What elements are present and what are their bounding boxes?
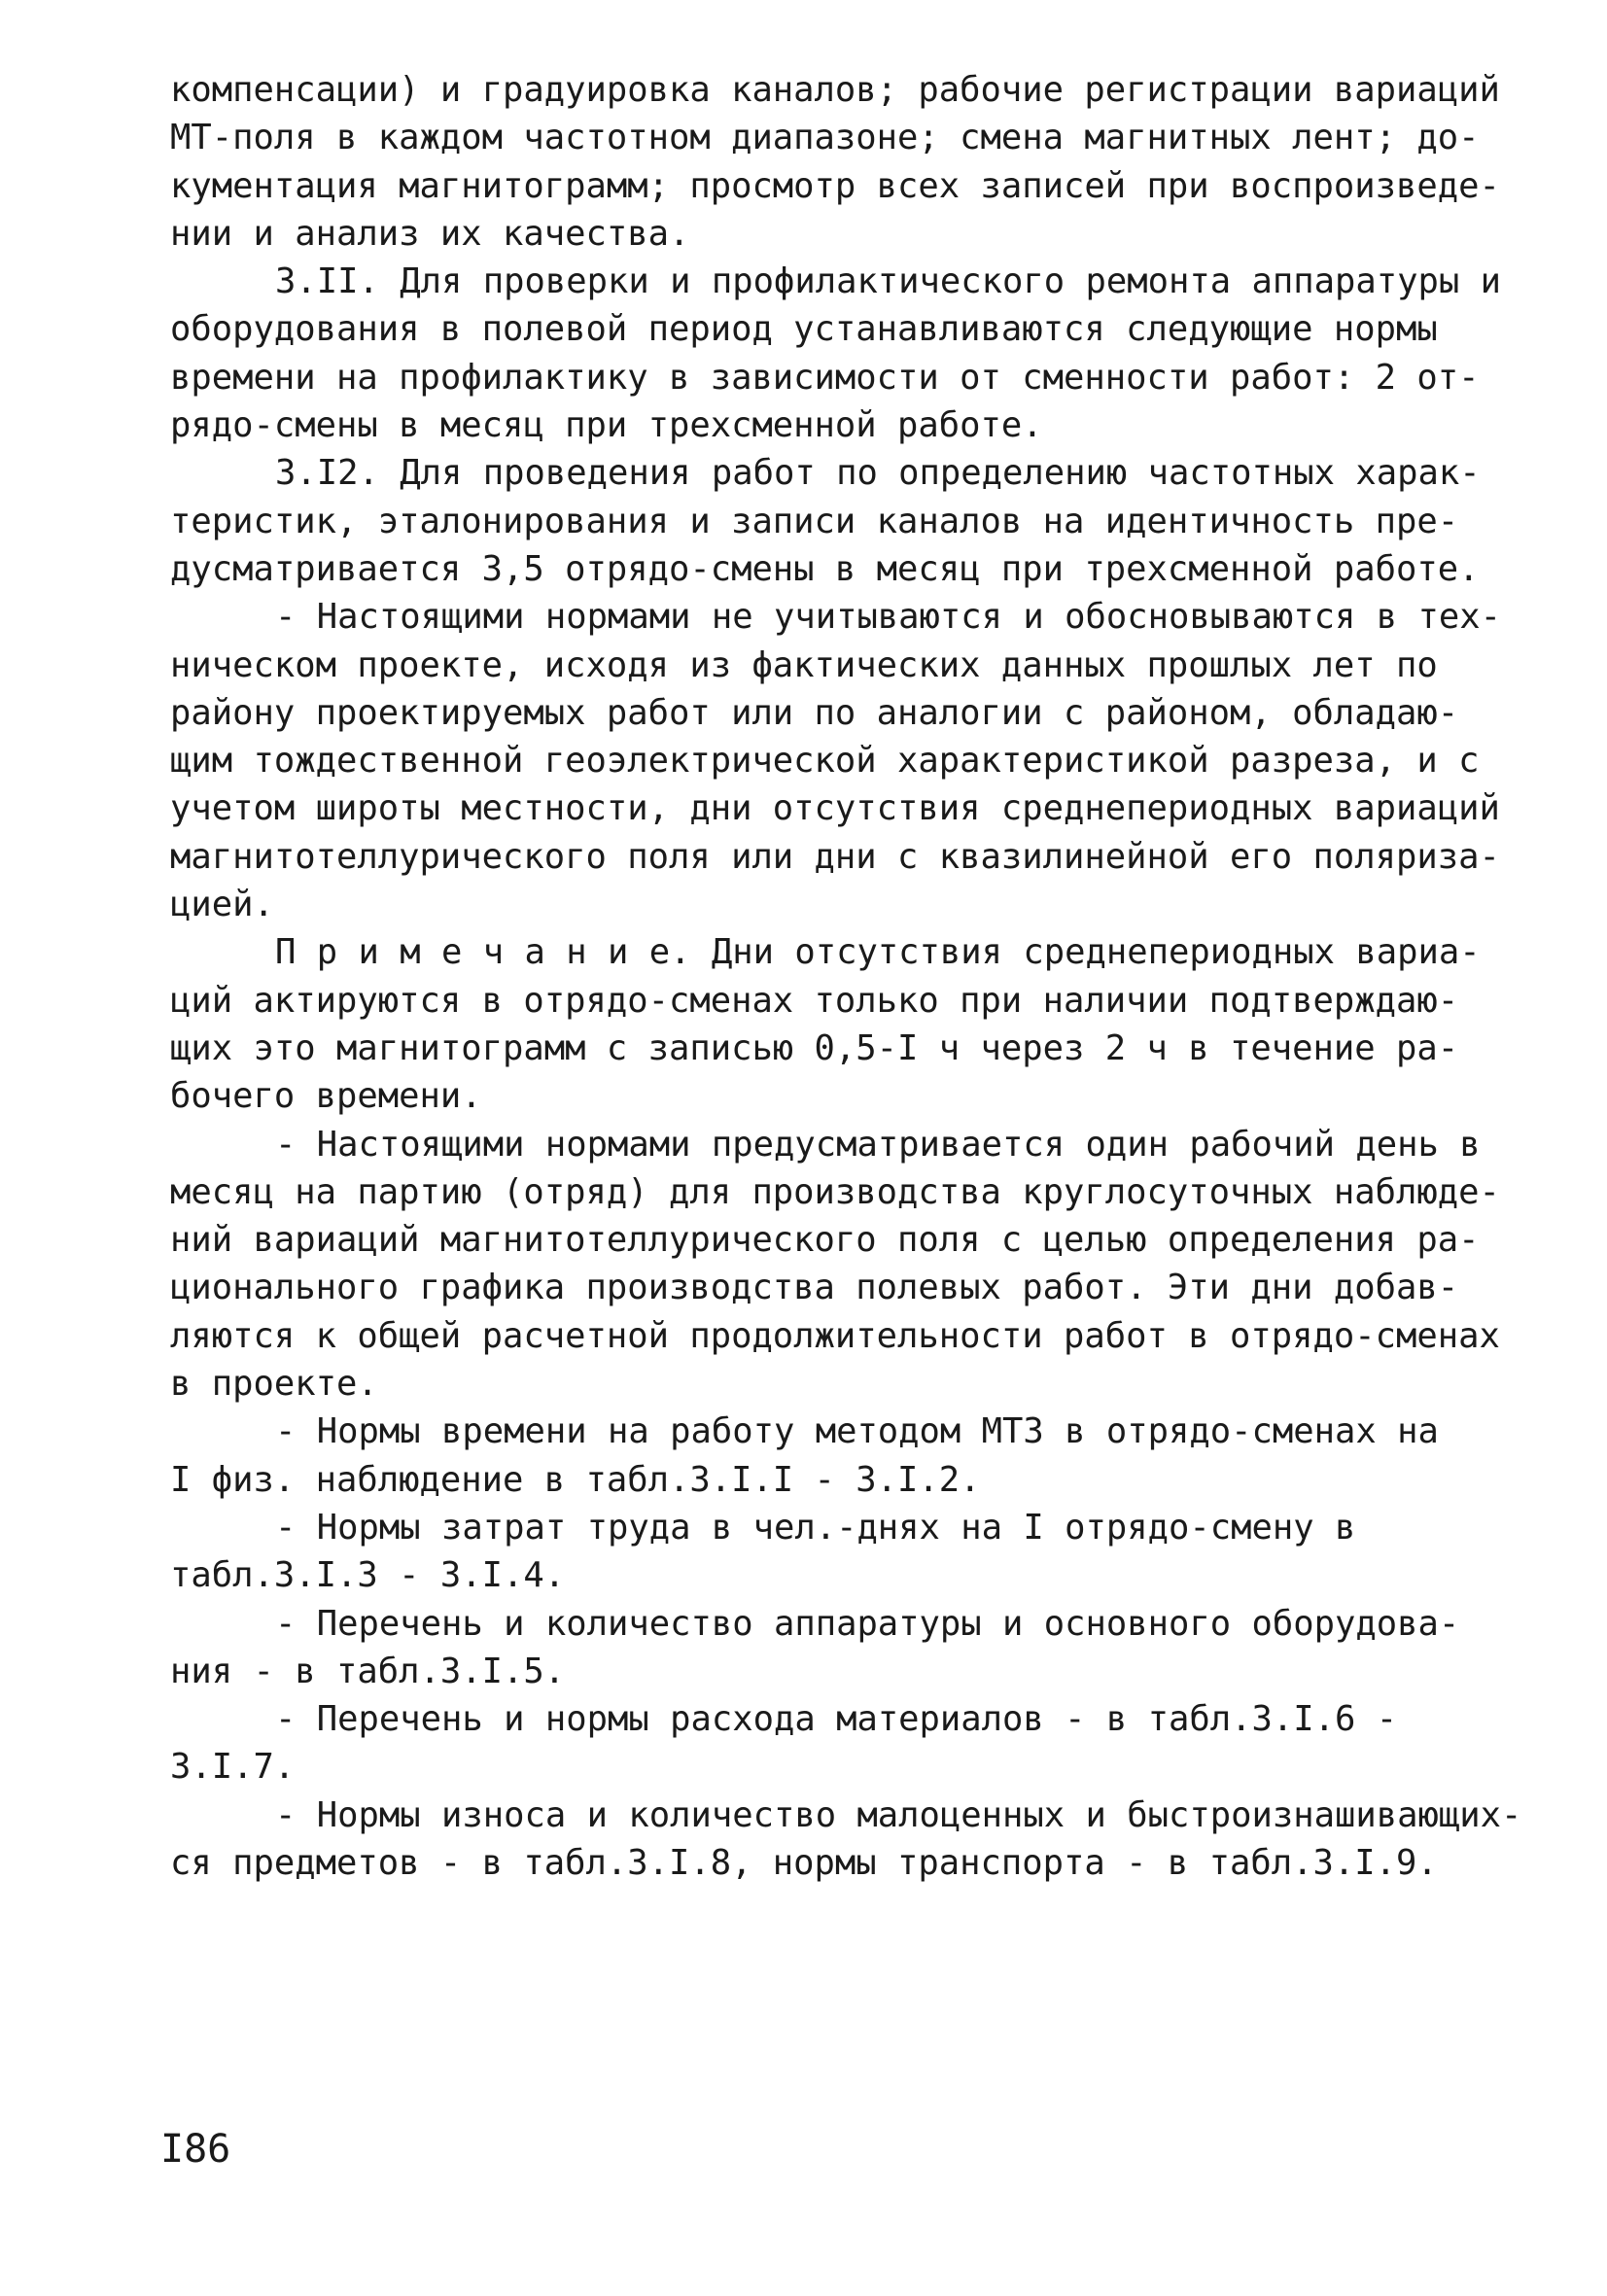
text-line: кументация магнитограмм; просмотр всех записей при воспроизведе- bbox=[170, 165, 1500, 206]
text-line: - Нормы затрат труда в чел.-днях на I отрядо-смену в bbox=[275, 1507, 1356, 1548]
text-line: нии и анализ их качества. bbox=[170, 213, 690, 254]
text-line: ническом проекте, исходя из фактических данных прошлых лет по bbox=[170, 644, 1438, 685]
text-line: бочего времени. bbox=[170, 1076, 482, 1117]
text-line: I физ. наблюдение в табл.3.I.I - 3.I.2. bbox=[170, 1459, 981, 1500]
text-line: - Перечень и количество аппаратуры и основного оборудова- bbox=[275, 1603, 1460, 1644]
text-line: дусматривается 3,5 отрядо-смены в месяц при трехсменной работе. bbox=[170, 548, 1480, 589]
text-line: 3.I2. Для проведения работ по определению частотных харак- bbox=[275, 453, 1481, 494]
text-line: ний вариаций магнитотеллурического поля с целью определения ра- bbox=[170, 1220, 1480, 1261]
text-line: - Нормы времени на работу методом МТЗ в отрядо-сменах на bbox=[275, 1411, 1439, 1452]
text-line: 3.I.7. bbox=[170, 1747, 296, 1788]
text-line: щих это магнитограмм с записью 0,5-I ч через 2 ч в течение ра- bbox=[170, 1027, 1459, 1068]
text-line: - Нормы износа и количество малоценных и быстроизнашивающих- bbox=[275, 1794, 1522, 1835]
text-line: компенсации) и градуировка каналов; рабочие регистрации вариаций bbox=[170, 70, 1500, 110]
text-line: месяц на партию (отряд) для производства круглосуточных наблюде- bbox=[170, 1171, 1500, 1212]
body-text bbox=[170, 66, 1522, 1887]
text-line: щим тождественной геоэлектрической характеристикой разреза, и с bbox=[170, 741, 1480, 782]
text-line: ния - в табл.3.I.5. bbox=[170, 1651, 566, 1691]
text-line: ционального графика производства полевых работ. Эти дни добав- bbox=[170, 1268, 1459, 1308]
text-line: ляются к общей расчетной продолжительности работ в отрядо-сменах bbox=[170, 1315, 1500, 1356]
text-line: времени на профилактику в зависимости от сменности работ: 2 от- bbox=[170, 357, 1480, 398]
text-line: оборудования в полевой период устанавливаются следующие нормы bbox=[170, 309, 1438, 350]
text-line: 3.II. Для проверки и профилактического ремонта аппаратуры и bbox=[275, 261, 1501, 302]
text-line: в проекте. bbox=[170, 1364, 378, 1405]
text-line: магнитотеллурического поля или дни с квазилинейной его поляриза- bbox=[170, 836, 1500, 877]
text-line: - Настоящими нормами предусматривается один рабочий день в bbox=[275, 1124, 1481, 1165]
text-line: ся предметов - в табл.3.I.8, нормы транспорта - в табл.3.I.9. bbox=[170, 1842, 1438, 1883]
page-number: I86 bbox=[160, 2127, 231, 2172]
text-line: ций актируются в отрядо-сменах только при наличии подтверждаю- bbox=[170, 980, 1459, 1021]
text-line: П р и м е ч а н и е. Дни отсутствия среднепериодных вариа- bbox=[275, 932, 1481, 973]
text-line: учетом широты местности, дни отсутствия среднепериодных вариаций bbox=[170, 788, 1500, 829]
text-line: цией. bbox=[170, 885, 274, 925]
text-line: - Перечень и нормы расхода материалов - в табл.3.I.6 - bbox=[275, 1699, 1398, 1740]
text-line: МТ-поля в каждом частотном диапазоне; смена магнитных лент; до- bbox=[170, 118, 1480, 158]
text-line: табл.3.I.3 - 3.I.4. bbox=[170, 1555, 566, 1596]
text-line: рядо-смены в месяц при трехсменной работе. bbox=[170, 405, 1043, 446]
text-line: теристик, эталонирования и записи каналов на идентичность пре- bbox=[170, 501, 1459, 541]
text-line: - Настоящими нормами не учитываются и обосновываются в тех- bbox=[275, 597, 1501, 638]
text-line: району проектируемых работ или по аналогии с районом, обладаю- bbox=[170, 692, 1459, 733]
